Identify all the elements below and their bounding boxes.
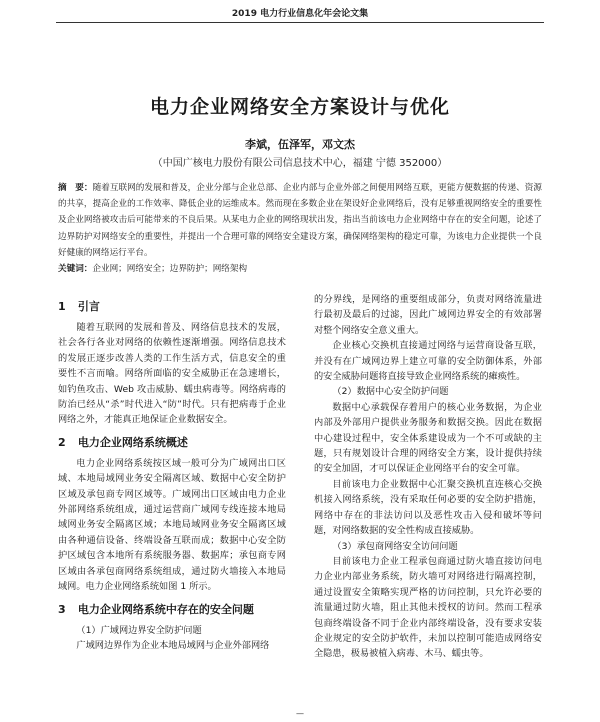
abstract-text: 随着互联网的发展和普及，企业分部与企业总部、企业内部与企业外部之间便用网络互联，更能方便数据的传递、资源的共享，提高企业的工作效率、降低企业的运维成本。然而现在多数企业在架设好企业网络后，没有足够重视网络安全的重要性及企业网络被攻击后可能带来的不良后果。从某电力企业的网络现状出发，指出当前该电力企业网络中存在的安全问题，论述了边界防护对网络安全的重要性，并提出一个合理可靠的网络安全建设方案，确保网络架构的稳定可靠，为该电力企业提供一个良好健康的网络运行平台。 bbox=[58, 183, 542, 258]
abstract-label: 摘 要： bbox=[58, 183, 93, 193]
page-number: — bbox=[296, 709, 304, 718]
subsection-paragraph: 广域网边界作为企业本地局域网与企业外部网络 bbox=[76, 639, 270, 651]
section-number: 1 bbox=[58, 300, 66, 313]
section-number: 2 bbox=[58, 435, 66, 449]
affiliation: （中国广核电力股份有限公司信息技术中心，福建 宁德 352000） bbox=[152, 158, 448, 169]
section-1-heading bbox=[58, 296, 286, 318]
paragraph: 数据中心承载保存着用户的核心业务数据，为企业内部及外部用户提供业务服务和数据交换。因此在数据中心建设过程中，安全体系建设成为一个不可或缺的主题，只有规划设计合理的网络安全方案，设计提供持续的安全加固，才可以保证企业网络平台的安全可靠。 bbox=[314, 401, 542, 475]
subsection-heading: （1）广域网边界安全防护问题 bbox=[76, 624, 202, 636]
keywords bbox=[58, 262, 542, 276]
subsection-heading: （3）承包商网络安全访问问题 bbox=[332, 540, 458, 552]
keywords-text: 企业网；网络安全；边界防护；网络架构 bbox=[92, 264, 248, 274]
paragraph: 目前该电力企业工程承包商通过防火墙直接访问电力企业内部业务系统，防火墙可对网络进行隔离控制，通过设置安全策略实现严格的访问控制，只允许必要的流量通过防火墙，阻止其他未授权的访问。然而工程承包商终端设备不同于企业内部终端设备，没有要求安装企业规定的安全防护软件，未加以控制可能造成网络安全隐患，极易被植入病毒、木马、蠕虫等。 bbox=[314, 555, 542, 660]
continuation-paragraph: 的分界线，是网络的重要组成部分，负责对网络流量进行最初及最后的过滤，因此广域网边界安全的有效部署对整个网络安全意义重大。 bbox=[314, 294, 542, 336]
authors: 李斌，伍泽军，邓文杰 bbox=[245, 138, 355, 151]
right-column bbox=[314, 292, 542, 662]
left-column bbox=[58, 292, 286, 653]
section-title: 引言 bbox=[77, 300, 100, 313]
section-title: 电力企业网络系统概述 bbox=[77, 435, 188, 449]
abstract bbox=[58, 180, 542, 261]
section-number: 3 bbox=[58, 602, 66, 616]
running-header: 2019 电力行业信息化年会论文集 bbox=[231, 9, 369, 19]
section-2-paragraph: 电力企业网络系统按区域一般可分为广域网出口区域、本地局域网业务安全隔离区域、数据中心安全防护区域及承包商专网区域等。广域网出口区域由电力企业外部网络系统组成，通过运营商广域网专线连接本地局域网业务安全隔离区域；本地局域网业务安全隔离区域由各种通信设备、终端设备互联而成；数据中心安全防护区域包含本地所有系统服务器、数据库；承包商专网区域由各承包商网络系统组成，通过防火墙接入本地局域网。电力企业网络系统如图 1 所示。 bbox=[58, 457, 286, 593]
paragraph: 企业核心交换机直接通过网络与运营商设备互联，并没有在广域网边界上建立可靠的安全防御体系，外部的安全威胁问题将直接导致企业网络系统的瘫痪性。 bbox=[314, 340, 542, 383]
paragraph: 目前该电力企业数据中心汇聚交换机直连核心交换机接入网络系统，没有采取任何必要的安全防护措施，网络中存在的非法访问以及恶性攻击入侵和破坏等问题，对网络数据的安全性构成直接威胁。 bbox=[314, 478, 542, 537]
section-3-heading bbox=[58, 599, 286, 621]
paper-title: 电力企业网络安全方案设计与优化 bbox=[149, 96, 450, 118]
header-divider bbox=[56, 22, 544, 23]
section-1-paragraph: 随着互联网的发展和普及、网络信息技术的发展，社会各行各业对网络的依赖性逐渐增强。网络信息技术的发展正逐步改善人类的工作生活方式，信息安全的重要性不言而喻。网络所面临的安全威胁正在急速增长，如钓鱼攻击、Web 攻击威胁、蠕虫病毒等。网络病毒的防治已经从“杀”时代进入“防”时代。只有把病毒于企业网络之外，才能真正地保证企业数据安全。 bbox=[58, 322, 286, 426]
keywords-label: 关键词： bbox=[58, 264, 93, 274]
section-title: 电力企业网络系统中存在的安全问题 bbox=[77, 602, 254, 616]
section-2-heading bbox=[58, 432, 286, 454]
subsection-heading: （2）数据中心安全防护问题 bbox=[332, 386, 449, 398]
